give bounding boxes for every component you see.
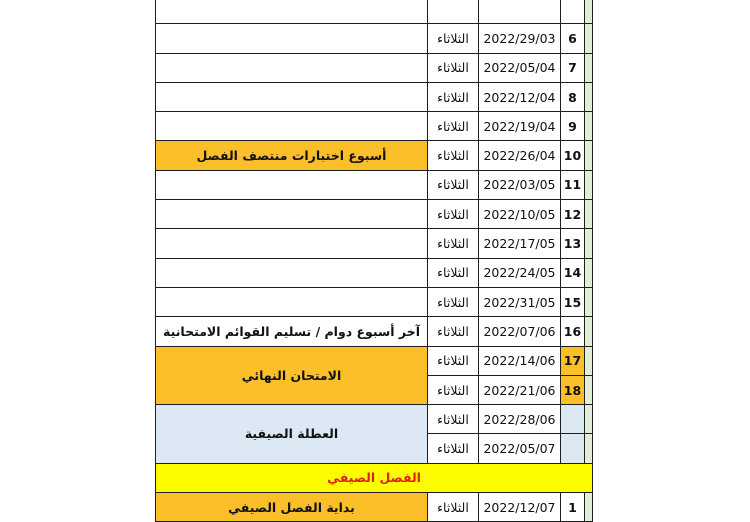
event-cell [156, 24, 428, 53]
day-cell: الثلاثاء [428, 317, 479, 346]
table-row [156, 258, 593, 287]
week-number-cell: 11 [561, 170, 585, 199]
side-marker [585, 170, 593, 199]
date-cell: 2022/24/05 [479, 258, 561, 287]
day-cell: الثلاثاء [428, 24, 479, 53]
day-cell: الثلاثاء [428, 82, 479, 111]
last-week-event: آخر أسبوع دوام / تسليم القوائم الامتحانية [156, 317, 428, 346]
table-row [156, 493, 593, 522]
date-cell: 2022/29/03 [479, 24, 561, 53]
day-cell: الثلاثاء [428, 170, 479, 199]
day-cell: الثلاثاء [428, 493, 479, 522]
day-cell: الثلاثاء [428, 287, 479, 316]
date-cell: 2022/05/07 [479, 434, 561, 463]
summer-semester-title: الفصل الصيفي [156, 463, 593, 492]
table-row [156, 112, 593, 141]
table-row [156, 53, 593, 82]
day-cell: الثلاثاء [428, 346, 479, 375]
day-cell: الثلاثاء [428, 405, 479, 434]
side-marker [585, 200, 593, 229]
event-cell [156, 0, 428, 24]
day-cell [428, 0, 479, 24]
event-cell [156, 53, 428, 82]
date-cell: 2022/10/05 [479, 200, 561, 229]
side-marker [585, 346, 593, 375]
table-row [156, 200, 593, 229]
day-cell: الثلاثاء [428, 112, 479, 141]
week-number-cell: 8 [561, 82, 585, 111]
side-marker [585, 0, 593, 24]
summer-semester-header-row [156, 463, 593, 492]
date-cell: 2022/12/04 [479, 82, 561, 111]
week-number-cell: 9 [561, 112, 585, 141]
week-number-cell: 18 [561, 375, 585, 404]
side-marker [585, 287, 593, 316]
side-marker [585, 434, 593, 463]
week-number-cell: 13 [561, 229, 585, 258]
date-cell: 2022/28/06 [479, 405, 561, 434]
week-number-cell: 1 [561, 493, 585, 522]
week-number-cell: 7 [561, 53, 585, 82]
summer-break-event: العطلة الصيفية [156, 405, 428, 464]
event-cell [156, 258, 428, 287]
side-marker [585, 317, 593, 346]
side-marker [585, 24, 593, 53]
week-number-cell: 16 [561, 317, 585, 346]
side-marker [585, 112, 593, 141]
week-number-cell: 12 [561, 200, 585, 229]
event-cell [156, 287, 428, 316]
table-row [156, 317, 593, 346]
side-marker [585, 493, 593, 522]
side-marker [585, 82, 593, 111]
date-cell: 2022/31/05 [479, 287, 561, 316]
week-number-cell: 14 [561, 258, 585, 287]
week-number-cell: 6 [561, 24, 585, 53]
date-cell: 2022/12/07 [479, 493, 561, 522]
day-cell: الثلاثاء [428, 200, 479, 229]
table-row [156, 405, 593, 434]
week-number-cell [561, 405, 585, 434]
event-cell [156, 200, 428, 229]
table-row [156, 24, 593, 53]
side-marker [585, 405, 593, 434]
week-number-cell: 15 [561, 287, 585, 316]
week-number-cell [561, 434, 585, 463]
summer-start-event: بداية الفصل الصيفي [156, 493, 428, 522]
date-cell: 2022/19/04 [479, 112, 561, 141]
day-cell: الثلاثاء [428, 53, 479, 82]
date-cell: 2022/05/04 [479, 53, 561, 82]
event-cell [156, 112, 428, 141]
table-row [156, 0, 593, 24]
date-cell: 2022/26/04 [479, 141, 561, 170]
table-row [156, 229, 593, 258]
day-cell: الثلاثاء [428, 434, 479, 463]
event-cell [156, 82, 428, 111]
day-cell: الثلاثاء [428, 141, 479, 170]
table-row [156, 170, 593, 199]
table-row [156, 141, 593, 170]
week-number-cell: 10 [561, 141, 585, 170]
side-marker [585, 229, 593, 258]
week-number-cell [561, 0, 585, 24]
event-cell [156, 170, 428, 199]
academic-schedule-table [155, 0, 593, 522]
date-cell: 2022/03/05 [479, 170, 561, 199]
final-exam-event: الامتحان النهائي [156, 346, 428, 405]
event-cell [156, 229, 428, 258]
side-marker [585, 258, 593, 287]
date-cell: 2022/14/06 [479, 346, 561, 375]
side-marker [585, 375, 593, 404]
day-cell: الثلاثاء [428, 375, 479, 404]
side-marker [585, 141, 593, 170]
week-number-cell: 17 [561, 346, 585, 375]
day-cell: الثلاثاء [428, 258, 479, 287]
day-cell: الثلاثاء [428, 229, 479, 258]
midterm-exams-event: أسبوع اختبارات منتصف الفصل [156, 141, 428, 170]
date-cell: 2022/21/06 [479, 375, 561, 404]
date-cell [479, 0, 561, 24]
date-cell: 2022/17/05 [479, 229, 561, 258]
table-row [156, 346, 593, 375]
table-row [156, 82, 593, 111]
date-cell: 2022/07/06 [479, 317, 561, 346]
table-row [156, 287, 593, 316]
side-marker [585, 53, 593, 82]
